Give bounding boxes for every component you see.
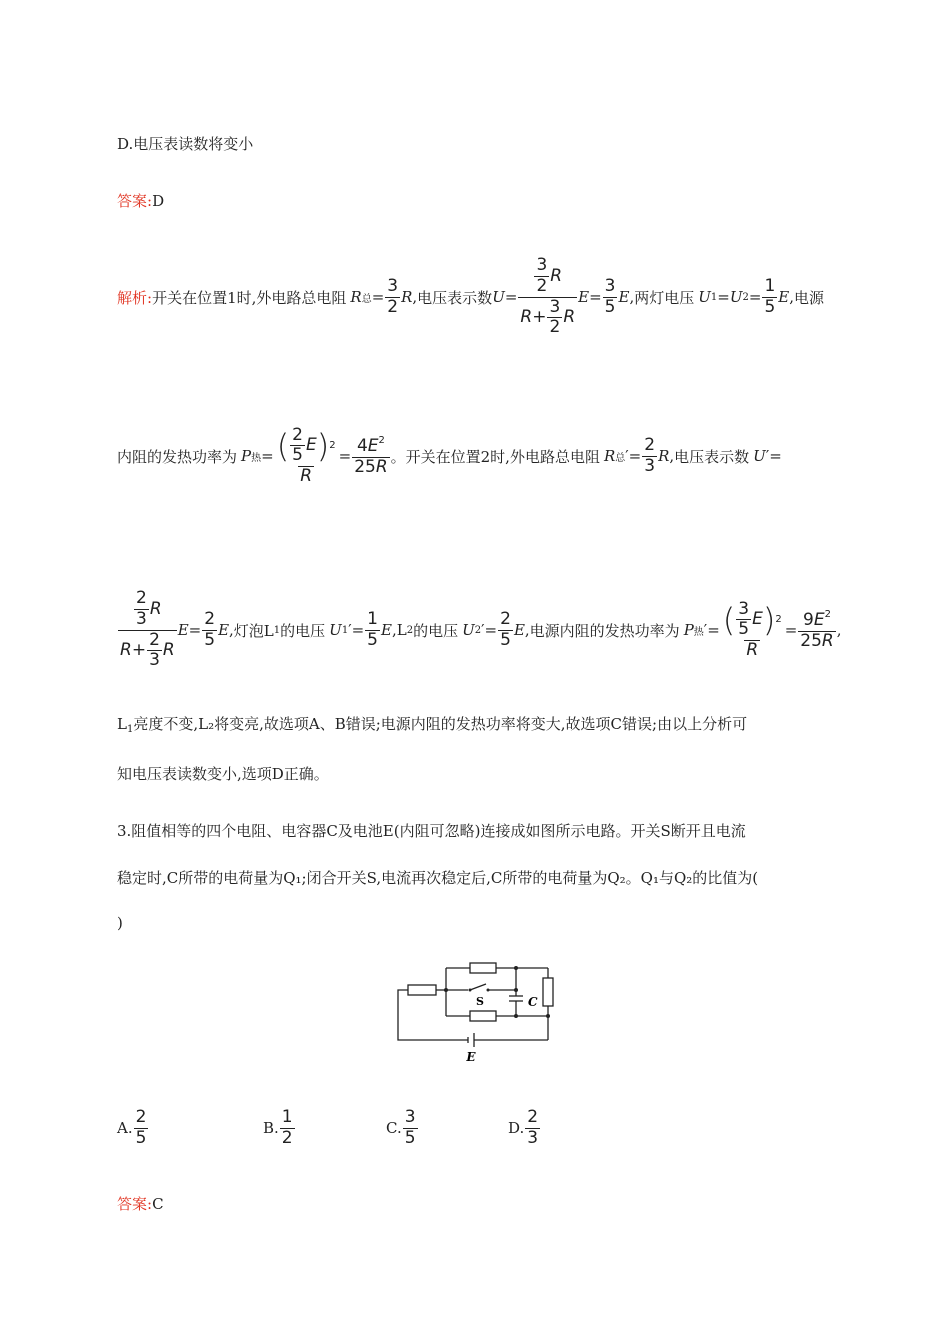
fraction-voltage bbox=[518, 256, 577, 337]
var-r: R bbox=[162, 639, 175, 660]
analysis-line-2 bbox=[117, 416, 782, 496]
fraction-1-5 bbox=[365, 610, 380, 650]
den: R bbox=[300, 465, 313, 486]
var-u: U bbox=[492, 288, 505, 306]
fraction-2-5 bbox=[202, 610, 217, 650]
var-r: R bbox=[550, 265, 563, 286]
num: ( $\frac{2}{5}$ E ) 2 bbox=[276, 424, 336, 466]
eq: = bbox=[484, 621, 498, 639]
den: 3 bbox=[644, 455, 656, 476]
fraction bbox=[134, 589, 149, 629]
analysis-line-4 bbox=[117, 713, 747, 735]
var-e: E bbox=[381, 621, 392, 639]
den: 5 bbox=[404, 1127, 416, 1148]
sup: 2 bbox=[378, 434, 385, 446]
option-c[interactable] bbox=[386, 1105, 419, 1151]
num bbox=[355, 435, 387, 457]
junction bbox=[444, 988, 448, 992]
option-label: A. bbox=[117, 1119, 133, 1137]
analysis-line-3 bbox=[117, 585, 842, 675]
analysis-text: L bbox=[396, 621, 407, 639]
num: 3 bbox=[387, 275, 399, 296]
option-d-line: D.电压表读数将变小 bbox=[117, 135, 254, 153]
prime: ′ bbox=[765, 447, 770, 465]
comma: , bbox=[669, 447, 675, 465]
eq: = bbox=[371, 288, 385, 306]
prime: ′ bbox=[625, 447, 629, 465]
var-u1: U bbox=[698, 288, 711, 306]
fraction-9e2-25r bbox=[798, 609, 835, 651]
num: 2 bbox=[204, 608, 216, 629]
var-u2: U bbox=[729, 288, 743, 306]
fraction-1-5 bbox=[762, 277, 777, 317]
var-e: E bbox=[177, 621, 189, 639]
prime: ′ bbox=[703, 621, 708, 639]
var-e: E bbox=[513, 621, 525, 639]
junction bbox=[514, 988, 518, 992]
resistor-2 bbox=[470, 963, 496, 973]
option-label: D. bbox=[508, 1119, 525, 1137]
var-e: E bbox=[218, 621, 230, 639]
battery-label: E bbox=[466, 1050, 476, 1064]
den-coef: 25 bbox=[354, 456, 376, 477]
l-label: L bbox=[117, 715, 127, 733]
var-e: E bbox=[752, 608, 763, 629]
num: 2 bbox=[527, 1106, 539, 1127]
sub: 1 bbox=[710, 291, 718, 303]
analysis-text: 的电压 bbox=[413, 621, 459, 640]
fraction bbox=[290, 426, 305, 466]
var-r: R bbox=[120, 639, 132, 660]
junction bbox=[514, 966, 518, 970]
comma: , bbox=[524, 621, 530, 639]
den: 5 bbox=[135, 1127, 147, 1148]
var-r: R bbox=[401, 288, 413, 306]
eq: = bbox=[769, 447, 782, 465]
option-fraction bbox=[525, 1108, 540, 1148]
fraction-power-2 bbox=[721, 600, 784, 661]
var-r: R bbox=[520, 306, 533, 327]
sub-zong: 总 bbox=[361, 293, 372, 305]
analysis-text: 开关在位置1时,外电路总电阻 bbox=[152, 288, 347, 307]
analysis-text: 电源内阻的发热功率为 bbox=[529, 621, 680, 640]
answer-label: 答案: bbox=[117, 192, 153, 210]
den bbox=[518, 297, 577, 338]
plus: + bbox=[131, 639, 147, 660]
var-e: E bbox=[578, 288, 590, 306]
var-e: E bbox=[367, 435, 379, 456]
eq: = bbox=[628, 447, 642, 465]
capacitor-label: C bbox=[528, 995, 538, 1009]
num: 1 bbox=[367, 608, 378, 629]
analysis-line-1 bbox=[117, 252, 824, 342]
junction bbox=[546, 1014, 550, 1018]
fraction-4e2-25r bbox=[352, 435, 389, 477]
sup: 2 bbox=[824, 608, 831, 620]
den: R bbox=[746, 639, 759, 660]
num: 3 bbox=[536, 255, 548, 276]
analysis-text: 两灯电压 bbox=[634, 288, 695, 307]
fraction-voltage-2 bbox=[118, 589, 177, 670]
sup: 2 bbox=[329, 439, 336, 451]
sup: 2 bbox=[775, 613, 782, 625]
eq: = bbox=[261, 447, 274, 465]
num bbox=[801, 609, 833, 631]
var-r: R bbox=[658, 447, 670, 465]
resistor-3 bbox=[470, 1011, 496, 1021]
circuit-diagram bbox=[390, 958, 570, 1068]
option-label: C. bbox=[386, 1119, 402, 1137]
analysis-text: 内阻的发热功率为 bbox=[117, 447, 238, 466]
eq: = bbox=[188, 621, 202, 639]
plus: + bbox=[532, 306, 547, 327]
var-p: P bbox=[683, 621, 694, 639]
num: 2 bbox=[149, 629, 160, 650]
num bbox=[131, 589, 164, 629]
num bbox=[531, 256, 564, 296]
sub: 1 bbox=[126, 724, 134, 735]
resistor-1 bbox=[408, 985, 436, 995]
num: ( $\frac{3}{5}$ E ) 2 bbox=[722, 598, 782, 640]
den: 5 bbox=[292, 445, 303, 466]
num: 2 bbox=[135, 1106, 147, 1127]
den bbox=[352, 457, 389, 478]
analysis-label: 解析: bbox=[117, 288, 153, 307]
fraction bbox=[147, 631, 162, 671]
num: 3 bbox=[738, 598, 750, 619]
den: 2 bbox=[281, 1127, 293, 1148]
comma: , bbox=[391, 621, 397, 639]
analysis-text: 灯泡L bbox=[233, 621, 274, 640]
num: 2 bbox=[292, 424, 303, 445]
answer-value: D bbox=[152, 192, 165, 210]
sub: 2 bbox=[742, 291, 749, 303]
answer-value: C bbox=[152, 1195, 164, 1213]
var-r: R bbox=[350, 288, 362, 306]
analysis-text: 的电压 bbox=[280, 621, 326, 640]
var-u1: U bbox=[329, 621, 342, 639]
comma: , bbox=[629, 288, 635, 306]
comma: , bbox=[836, 621, 842, 639]
num: 3 bbox=[549, 296, 561, 317]
fraction-3-2 bbox=[385, 277, 400, 317]
analysis-line-5: 知电压表读数变小,选项D正确。 bbox=[117, 765, 329, 783]
answer-label: 答案: bbox=[117, 1195, 153, 1213]
den: 2 bbox=[536, 275, 548, 296]
var-r: R bbox=[149, 598, 162, 619]
sub: 2 bbox=[406, 624, 414, 636]
var-e: E bbox=[306, 434, 317, 455]
den: 5 bbox=[604, 296, 616, 317]
sub-zong: 总 bbox=[615, 452, 626, 464]
fraction bbox=[736, 600, 751, 640]
num: 2 bbox=[500, 608, 511, 629]
var-e: E bbox=[778, 288, 790, 306]
den: 3 bbox=[527, 1127, 539, 1148]
resistor-4 bbox=[543, 978, 553, 1006]
den: 3 bbox=[149, 650, 160, 671]
var-r: R bbox=[821, 630, 834, 651]
eq: = bbox=[784, 621, 798, 639]
sub-re: 热 bbox=[693, 626, 704, 638]
var-e: E bbox=[813, 609, 825, 630]
fraction bbox=[534, 256, 549, 296]
eq: = bbox=[351, 621, 365, 639]
num-coef: 4 bbox=[356, 435, 368, 456]
sub: 2 bbox=[474, 624, 482, 636]
eq: = bbox=[338, 447, 352, 465]
eq: = bbox=[504, 288, 518, 306]
option-a[interactable] bbox=[117, 1105, 149, 1151]
answer-line bbox=[117, 190, 164, 211]
num: 3 bbox=[404, 1106, 416, 1127]
num-coef: 9 bbox=[803, 609, 814, 630]
den bbox=[118, 630, 177, 671]
fraction-2-3 bbox=[642, 436, 657, 476]
analysis-text: 电源 bbox=[794, 288, 825, 307]
var-e: E bbox=[618, 288, 630, 306]
var-p: P bbox=[241, 447, 252, 465]
var-r: R bbox=[603, 447, 616, 465]
q3-line-1: 3.阻值相等的四个电阻、电容器C及电池E(内阻可忽略)连接成如图所示电路。开关S断开且电流 bbox=[117, 822, 746, 840]
fraction-power bbox=[275, 426, 338, 487]
analysis-text: 电压表示数 bbox=[674, 447, 750, 466]
num: 2 bbox=[644, 434, 656, 455]
junction bbox=[514, 1014, 518, 1018]
sub-re: 热 bbox=[251, 452, 262, 464]
den: 2 bbox=[549, 317, 561, 338]
den-coef: 25 bbox=[800, 630, 822, 651]
q3-line-3: ) bbox=[117, 914, 123, 932]
answer-line-2 bbox=[117, 1193, 164, 1214]
num: 2 bbox=[136, 588, 147, 609]
comma: , bbox=[789, 288, 795, 306]
den: 2 bbox=[387, 296, 399, 317]
analysis-text: 。开关在位置2时,外电路总电阻 bbox=[390, 447, 600, 466]
prime: ′ bbox=[348, 621, 352, 639]
comma: , bbox=[229, 621, 234, 639]
eq: = bbox=[707, 621, 720, 639]
num: 1 bbox=[281, 1106, 293, 1127]
option-fraction bbox=[280, 1108, 295, 1148]
sub: 1 bbox=[273, 624, 281, 636]
switch-contact bbox=[487, 989, 490, 992]
eq: = bbox=[589, 288, 602, 306]
den: 5 bbox=[764, 296, 776, 317]
switch-lever bbox=[470, 984, 486, 990]
den: 5 bbox=[367, 629, 378, 650]
var-r: R bbox=[375, 456, 388, 477]
switch-contact bbox=[469, 989, 472, 992]
option-b[interactable] bbox=[263, 1105, 296, 1151]
option-fraction bbox=[403, 1108, 418, 1148]
var-u: U bbox=[753, 447, 766, 465]
eq: = bbox=[748, 288, 762, 306]
option-fraction bbox=[134, 1108, 149, 1148]
fraction-3-5 bbox=[603, 277, 618, 317]
var-u2: U bbox=[462, 621, 475, 639]
num: 1 bbox=[764, 275, 776, 296]
q3-line-2: 稳定时,C所带的电荷量为Q₁;闭合开关S,电流再次稳定后,C所带的电荷量为Q₂。Q₁与Q₂的比值为( bbox=[117, 869, 759, 887]
fraction bbox=[547, 298, 562, 338]
den: 3 bbox=[136, 608, 147, 629]
den bbox=[798, 631, 835, 652]
eq: = bbox=[717, 288, 730, 306]
analysis-text: 电压表示数 bbox=[417, 288, 493, 307]
prime: ′ bbox=[481, 621, 485, 639]
wire-left bbox=[398, 990, 446, 1040]
sub: 1 bbox=[341, 624, 349, 636]
var-r: R bbox=[563, 306, 576, 327]
den: 5 bbox=[500, 629, 511, 650]
den: 5 bbox=[204, 629, 216, 650]
option-label: B. bbox=[263, 1119, 279, 1137]
num: 3 bbox=[604, 275, 616, 296]
option-d[interactable] bbox=[508, 1105, 541, 1151]
fraction-2-5 bbox=[498, 610, 513, 650]
analysis-text: 亮度不变,L₂将变亮,故选项A、B错误;电源内阻的发热功率将变大,故选项C错误;由以上分析可 bbox=[133, 715, 748, 733]
switch-label: S bbox=[476, 995, 484, 1008]
den: 5 bbox=[738, 619, 750, 640]
comma: , bbox=[412, 288, 418, 306]
